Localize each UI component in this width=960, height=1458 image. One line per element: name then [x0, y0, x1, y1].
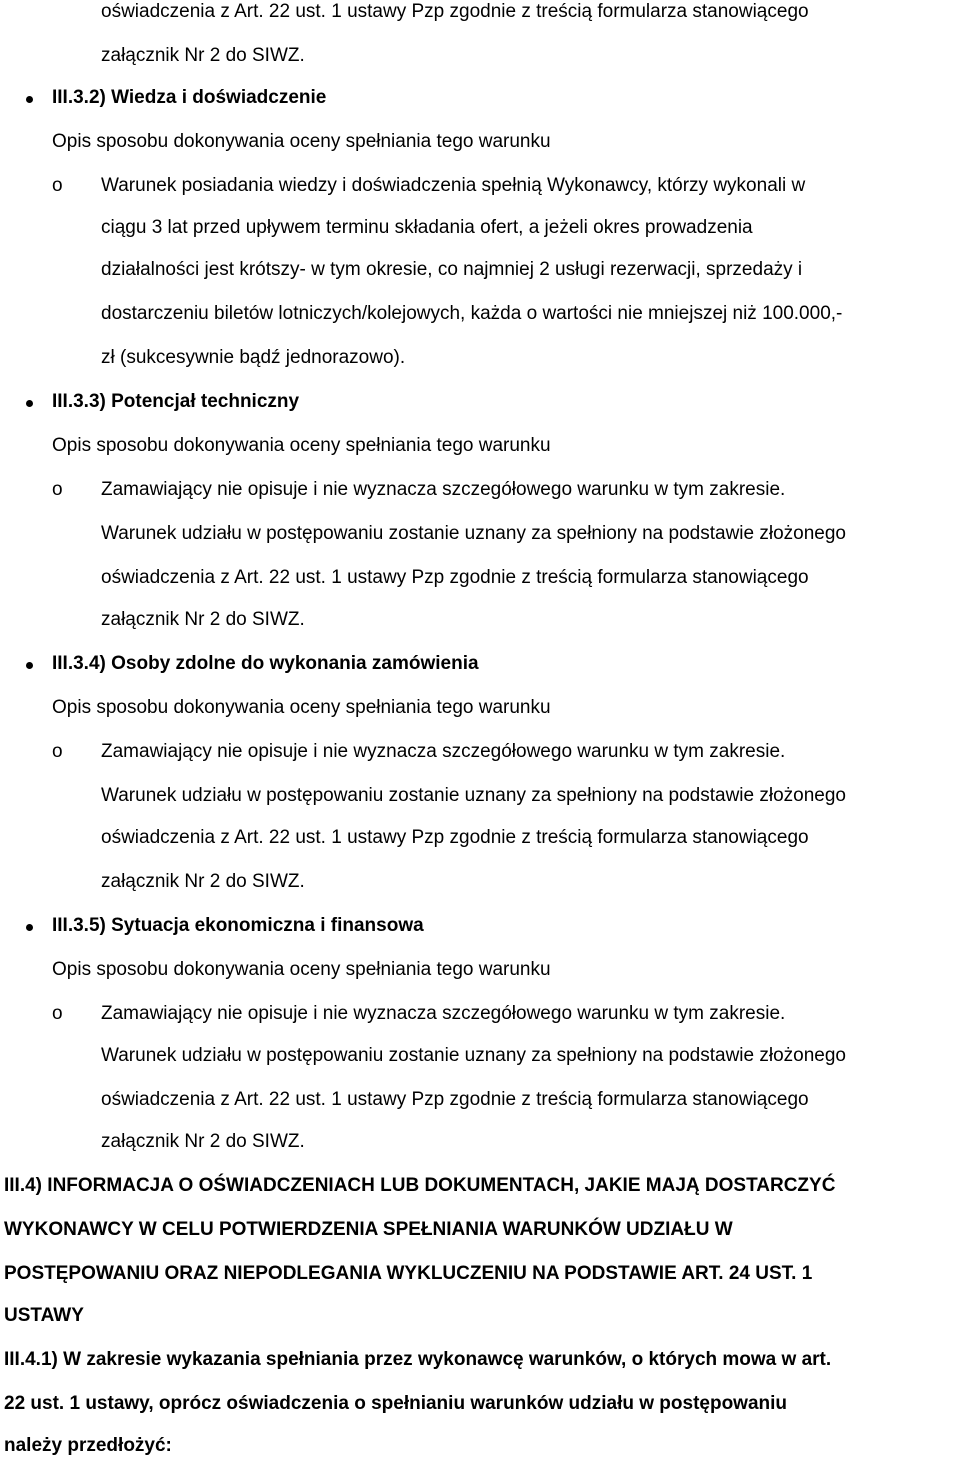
- section-4-warunek-1: Warunek udziału w postępowaniu zostanie uznany za spełniony na podstawie złożonego: [101, 785, 846, 806]
- section-2-opis-heading: Opis sposobu dokonywania oceny spełniania tego warunku: [52, 131, 551, 152]
- section-3-warunek-1: Warunek udziału w postępowaniu zostanie uznany za spełniony na podstawie złożonego: [101, 523, 846, 544]
- bullet-icon: [26, 96, 33, 103]
- section-5-zamawiajacy: Zamawiający nie opisuje i nie wyznacza szczegółowego warunku w tym zakresie.: [101, 1003, 786, 1024]
- circle-bullet-icon: o: [52, 479, 63, 500]
- section-4-title: III.3.4) Osoby zdolne do wykonania zamówienia: [52, 653, 479, 674]
- section-5-warunek-1: Warunek udziału w postępowaniu zostanie uznany za spełniony na podstawie złożonego: [101, 1045, 846, 1066]
- circle-bullet-icon: o: [52, 175, 63, 196]
- section-3-zamawiajacy: Zamawiający nie opisuje i nie wyznacza szczegółowego warunku w tym zakresie.: [101, 479, 786, 500]
- top-line-1: oświadczenia z Art. 22 ust. 1 ustawy Pzp zgodnie z treścią formularza stanowiącego: [101, 1, 809, 22]
- section-4-zamawiajacy: Zamawiający nie opisuje i nie wyznacza szczegółowego warunku w tym zakresie.: [101, 741, 786, 762]
- section-2-body-2: ciągu 3 lat przed upływem terminu składania ofert, a jeżeli okres prowadzenia: [101, 217, 753, 238]
- section-2-body-1: Warunek posiadania wiedzy i doświadczenia spełnią Wykonawcy, którzy wykonali w: [101, 175, 806, 196]
- circle-bullet-icon: o: [52, 1003, 63, 1024]
- bullet-icon: [26, 662, 33, 669]
- section-3-warunek-2: oświadczenia z Art. 22 ust. 1 ustawy Pzp zgodnie z treścią formularza stanowiącego: [101, 567, 809, 588]
- section-3-warunek-3: załącznik Nr 2 do SIWZ.: [101, 609, 305, 630]
- info-heading-2: WYKONAWCY W CELU POTWIERDZENIA SPEŁNIANIA WARUNKÓW UDZIAŁU W: [4, 1219, 733, 1240]
- circle-bullet-icon: o: [52, 741, 63, 762]
- info-heading-1: III.4) INFORMACJA O OŚWIADCZENIACH LUB DOKUMENTACH, JAKIE MAJĄ DOSTARCZYĆ: [4, 1175, 836, 1196]
- sub-info-3: należy przedłożyć:: [4, 1435, 172, 1456]
- section-4-opis-heading: Opis sposobu dokonywania oceny spełniania tego warunku: [52, 697, 551, 718]
- section-2-body-4: dostarczeniu biletów lotniczych/kolejowych, każda o wartości nie mniejszej niż 100.000,-: [101, 303, 843, 324]
- section-5-warunek-3: załącznik Nr 2 do SIWZ.: [101, 1131, 305, 1152]
- section-3-opis-heading: Opis sposobu dokonywania oceny spełniania tego warunku: [52, 435, 551, 456]
- sub-info-2: 22 ust. 1 ustawy, oprócz oświadczenia o spełnianiu warunków udziału w postępowaniu: [4, 1393, 788, 1414]
- bullet-icon: [26, 924, 33, 931]
- section-4-warunek-3: załącznik Nr 2 do SIWZ.: [101, 871, 305, 892]
- bullet-icon: [26, 400, 33, 407]
- section-5-title: III.3.5) Sytuacja ekonomiczna i finansowa: [52, 915, 424, 936]
- section-4-warunek-2: oświadczenia z Art. 22 ust. 1 ustawy Pzp zgodnie z treścią formularza stanowiącego: [101, 827, 809, 848]
- sub-info-1: III.4.1) W zakresie wykazania spełniania przez wykonawcę warunków, o których mowa w art.: [4, 1349, 832, 1370]
- section-5-warunek-2: oświadczenia z Art. 22 ust. 1 ustawy Pzp zgodnie z treścią formularza stanowiącego: [101, 1089, 809, 1110]
- section-2-title: III.3.2) Wiedza i doświadczenie: [52, 87, 327, 108]
- section-2-body-3: działalności jest krótszy- w tym okresie, co najmniej 2 usługi rezerwacji, sprzedaży i: [101, 259, 803, 280]
- section-3-title: III.3.3) Potencjał techniczny: [52, 391, 300, 412]
- section-5-opis-heading: Opis sposobu dokonywania oceny spełniania tego warunku: [52, 959, 551, 980]
- section-2-body-5: zł (sukcesywnie bądź jednorazowo).: [101, 347, 406, 368]
- top-line-2: załącznik Nr 2 do SIWZ.: [101, 45, 305, 66]
- info-heading-4: USTAWY: [4, 1305, 84, 1326]
- info-heading-3: POSTĘPOWANIU ORAZ NIEPODLEGANIA WYKLUCZENIU NA PODSTAWIE ART. 24 UST. 1: [4, 1263, 813, 1284]
